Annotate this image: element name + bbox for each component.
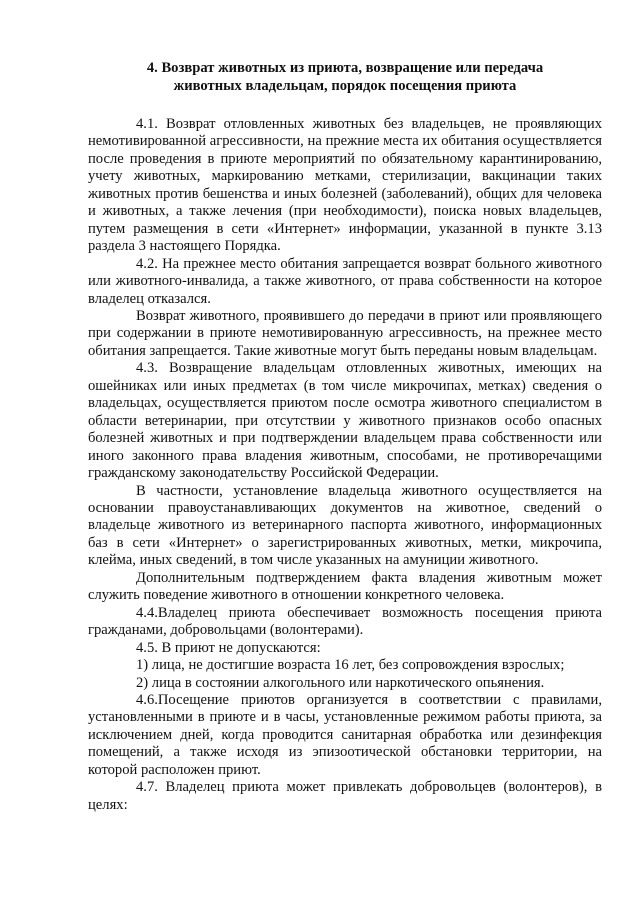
paragraph-4-3: 4.3. Возвращение владельцам отловленных животных, имеющих на ошейниках или иных предметах (в том числе микрочипах, метках) сведения о владельцах, осуществляется приютом после осмотра животного специалистом в области ветеринарии, при отсутствии у животного признаков особо опасных болезней животных и при подтверждении владельцем права собственности или иного законного права владения животным, способами, не противоречащими гражданскому законодательству Российской Федерации. <box>88 360 602 482</box>
paragraph-return-aggressive: Возврат животного, проявившего до передачи в приют или проявляющего при содержании в приюте немотивированную агрессивность, на прежнее место обитания запрещается. Такие животные могут быть переданы новым владельцам. <box>88 307 602 359</box>
paragraph-4-5-item-1: 1) лица, не достигшие возраста 16 лет, без сопровождения взрослых; <box>136 657 565 674</box>
section-heading <box>88 60 602 95</box>
paragraph-4-7: 4.7. Владелец приюта может привлекать добровольцев (волонтеров), в целях: <box>88 779 602 813</box>
paragraph-additional-confirmation: Дополнительным подтверждением факта владения животным может служить поведение животного в отношении конкретного человека. <box>88 569 602 604</box>
paragraph-4-4: 4.4.Владелец приюта обеспечивает возможность посещения приюта гражданами, добровольцами (волонтерами). <box>88 604 602 639</box>
document-body <box>88 116 602 814</box>
section-heading-line-1: 4. Возврат животных из приюта, возвращение или передача <box>146 60 544 76</box>
paragraph-4-1: 4.1. Возврат отловленных животных без владельцев, не проявляющих немотивированной агрессивности, на прежние места их обитания осуществляется после проведения в приюте мероприятий по обязательному карантинированию, учету животных, маркированию метками, стерилизации, вакцинации таких животных против бешенства и иных болезней (заболеваний), общих для человека и животных, а также лечения (при необходимости), поиска новых владельцев, путем размещения в сети «Интернет» информации, указанной в пункте 3.13 раздела 3 настоящего Порядка. <box>88 116 602 255</box>
paragraph-4-5-item-2: 2) лица в состоянии алкогольного или наркотического опьянения. <box>136 674 545 691</box>
paragraph-4-2: 4.2. На прежнее место обитания запрещается возврат больного животного или животного-инвалида, а также животного, от права собственности на которое владелец отказался. <box>88 255 602 307</box>
paragraph-4-5: 4.5. В приют не допускаются: <box>136 639 321 656</box>
section-heading-line-2: животных владельцам, порядок посещения приюта <box>173 77 517 94</box>
paragraph-owner-identification: В частности, установление владельца животного осуществляется на основании правоустанавливающих документов на животное, сведений о владельце животного из ветеринарного паспорта животного, информационных баз в сети «Интернет» о зарегистрированных животных, метки, микрочипа, клейма, иных сведений, в том числе указанных на амуниции животного. <box>88 482 602 569</box>
paragraph-4-6: 4.6.Посещение приютов организуется в соответствии с правилами, установленными в приюте и в часы, установленные режимом работы приюта, за исключением дней, когда проводится санитарная обработка или дезинфекция помещений, а также исходя из эпизоотической обстановки территории, на которой расположен приют. <box>88 691 602 778</box>
